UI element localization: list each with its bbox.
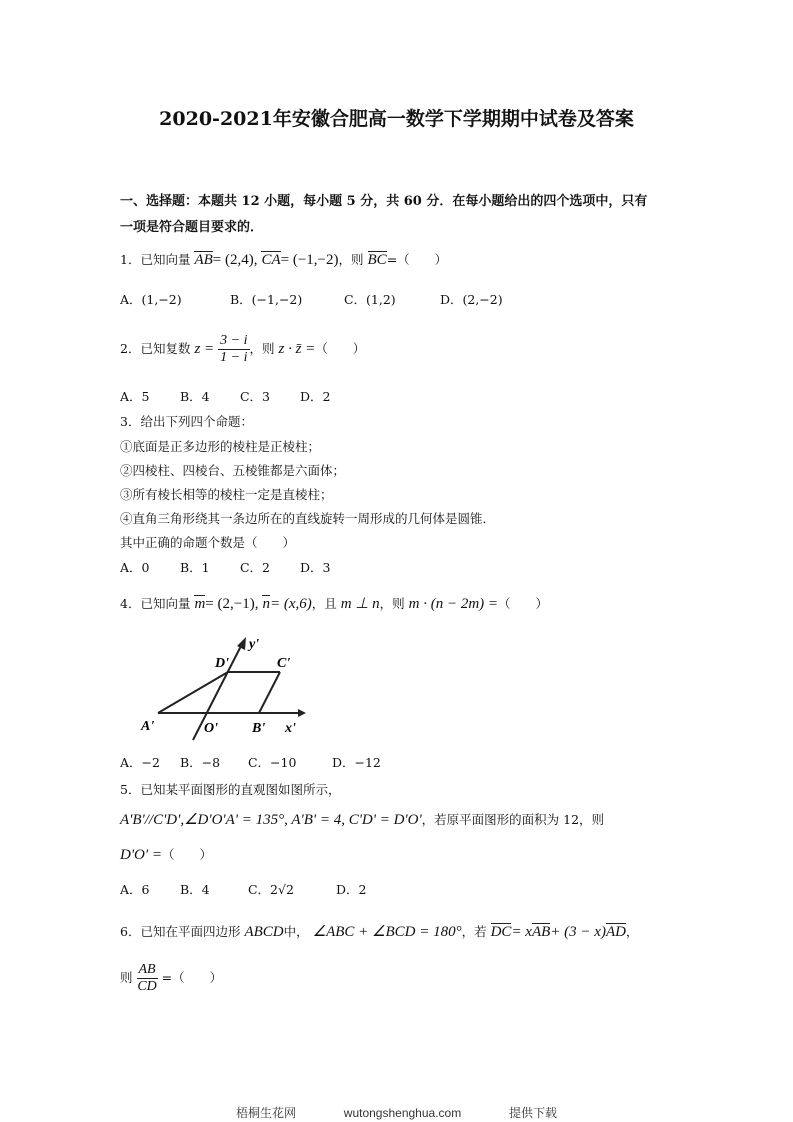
option-d: D．(2,−2): [439, 292, 503, 307]
fraction: $\frac{AB}{CD}$: [137, 962, 157, 994]
question-2-options: A．5 B．4 C．3 D．2: [120, 389, 331, 404]
question-4-options: A．−2 B．−8 C．−10 D．−12: [120, 755, 381, 770]
question-3-options: A．0 B．1 C．2 D．3: [120, 560, 331, 575]
question-1-options: [120, 290, 503, 308]
document-title: 2020-2021年安徽合肥高一数学下学期期中试卷及答案: [159, 108, 634, 130]
question-3-ask: 其中正确的命题个数是（ ）: [120, 535, 296, 550]
label-a: A': [141, 719, 155, 734]
fraction: $\frac{3 - i}{1 - i}$: [220, 333, 248, 365]
question-5-options: A．6 B．4 C．2√2 D．2: [120, 882, 367, 897]
footer-note: 提供下载: [509, 1106, 558, 1120]
question-5-condition: A'B'//C'D',∠D'O'A' = 135°, A'B' = 4, C'D' = D'O'，若原平面图形的面积为 12，则: [120, 812, 605, 828]
label-c: C': [277, 656, 291, 671]
x-arrow-icon: [298, 709, 306, 717]
edge-cb: [259, 672, 280, 713]
section-instructions-line1: 一、选择题：本题共 12 小题，每小题 5 分，共 60 分．在每小题给出的四个选项中，只有: [120, 194, 648, 209]
y-arrow-icon: [237, 637, 246, 650]
oblique-view-diagram: [115, 622, 315, 752]
label-y: y': [249, 637, 260, 652]
label-b: B': [252, 721, 266, 736]
question-4-stem: 4．已知向量 m= (2,−1), n= (x,6)，且 m ⊥ n，则 m · (n − 2m) =（ ）: [120, 596, 549, 612]
statement-4: ④直角三角形绕其一条边所在的直线旋转一周形成的几何体是圆锥．: [120, 511, 496, 526]
statement-1: ①底面是正多边形的棱柱是正棱柱；: [120, 439, 321, 454]
statement-3: ③所有棱长相等的棱柱一定是直棱柱；: [120, 487, 333, 502]
section-instructions-line2: 一项是符合题目要求的．: [120, 220, 264, 235]
question-6-stem: 6．已知在平面四边形 ABCD中， ∠ABC + ∠BCD = 180°，若 DC= xAB+ (3 − x)AD，: [120, 924, 639, 940]
page-footer: [0, 1104, 793, 1121]
option-a: A．(1,−2): [120, 292, 182, 307]
option-b: B．(−1,−2): [229, 292, 303, 307]
label-o: O': [204, 721, 218, 736]
label-x: x': [285, 721, 296, 736]
question-6-ask: 则 $\frac{AB}{CD}$ =（ ）: [120, 962, 223, 994]
label-d: D': [215, 656, 229, 671]
question-5-stem: 5．已知某平面图形的直观图如图所示，: [120, 782, 341, 797]
question-1-stem: 1．已知向量 AB= (2,4), CA= (−1,−2)，则 BC=（ ）: [120, 252, 448, 268]
footer-site-name: 梧桐生花网: [235, 1106, 296, 1120]
footer-url[interactable]: wutongshenghua.com: [343, 1106, 462, 1120]
question-2-stem: 2．已知复数 z = $\frac{3 - i}{1 - i}$ ，则 z · z̄ =（ ）: [120, 333, 366, 365]
question-5-ask: D'O' =（ ）: [120, 847, 212, 863]
option-c: C．(1,2): [343, 292, 396, 307]
question-3-stem: 3．给出下列四个命题：: [120, 414, 253, 429]
statement-2: ②四棱柱、四棱台、五棱锥都是六面体；: [120, 463, 346, 478]
